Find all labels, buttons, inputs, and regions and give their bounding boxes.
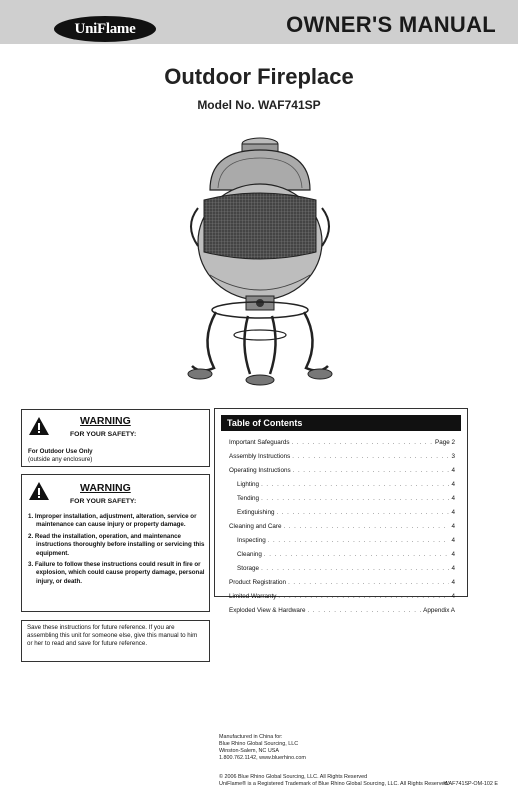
toc-entry-storage: Storage . . . 4 [229, 565, 455, 579]
document-code: WAF741SP-OM-102 E [443, 781, 498, 787]
warning-subtitle: FOR YOUR SAFETY: [70, 498, 137, 505]
mfg-line: Winston-Salem, NC USA [219, 748, 279, 754]
toc-entry-inspecting: Inspecting . . . 4 [229, 537, 455, 551]
outdoor-use-detail: (outside any enclosure) [28, 456, 93, 463]
model-number: Model No. WAF741SP [197, 98, 321, 112]
toc-entry-cleaning-and-care: Cleaning and Care . . . 4 [229, 523, 455, 537]
outdoor-use-bold: For Outdoor Use Only [28, 448, 93, 455]
toc-entry-cleaning: Cleaning . . . 4 [229, 551, 455, 565]
copyright-line: © 2006 Blue Rhino Global Sourcing, LLC. All Rights Reserved [219, 774, 368, 780]
mfg-line: Manufactured in China for: [219, 734, 283, 740]
warning-title: WARNING [80, 415, 131, 427]
warning-subtitle: FOR YOUR SAFETY: [70, 431, 137, 438]
toc-entry-limited-warranty: Limited Warranty . . . 4 [229, 593, 455, 607]
toc-entry-extinguishing: Extinguishing . . . 4 [229, 509, 455, 523]
warning-item: 1. Improper installation, adjustment, alteration, service or maintenance can cause injury or property damage. [28, 513, 197, 529]
toc-entry-exploded-view: Exploded View & Hardware . . . Appendix A [229, 607, 455, 621]
toc-entry-operating-instructions: Operating Instructions . . . 4 [229, 467, 455, 481]
toc-entry-product-registration: Product Registration . . . 4 [229, 579, 455, 593]
manufacturer-info [219, 734, 306, 762]
toc-entry-important-safeguards: Important Safeguards . . . Page 2 [229, 439, 455, 453]
mfg-line: Blue Rhino Global Sourcing, LLC [219, 741, 299, 747]
logo-text: UniFlame [74, 20, 136, 37]
warning-list [28, 513, 206, 589]
mfg-line: 1.800.762.1142, www.bluerhino.com [219, 755, 306, 761]
warning-item: 3. Failure to follow these instructions could result in fire or explosion, which could cause property damage, personal injury, or death. [28, 561, 205, 585]
save-instructions-note: Save these instructions for future reference. If you are assembling this unit for someone else, give this manual to him or her to read and save for future reference. [21, 620, 210, 662]
table-of-contents [214, 408, 468, 614]
warning-title: WARNING [80, 482, 131, 494]
outdoor-fireplace-illustration [170, 130, 350, 390]
uniflame-logo [54, 16, 156, 42]
copyright-line: UniFlame® is a Registered Trademark of Blue Rhino Global Sourcing, LLC. All Rights Reserved. [219, 781, 449, 787]
header-bar [0, 0, 518, 44]
toc-list [229, 439, 455, 621]
product-title: Outdoor Fireplace [164, 64, 354, 89]
toc-heading: Table of Contents [221, 415, 461, 431]
warning-box-outdoor [21, 409, 210, 467]
toc-entry-assembly-instructions: Assembly Instructions . . . 3 [229, 453, 455, 467]
outdoor-use-note [28, 448, 93, 464]
toc-entry-tending: Tending . . . 4 [229, 495, 455, 509]
warning-triangle-icon [28, 416, 50, 436]
toc-entry-lighting: Lighting . . . 4 [229, 481, 455, 495]
manual-title: OWNER'S MANUAL [286, 12, 496, 37]
warning-triangle-icon [28, 481, 50, 501]
warning-item: 2. Read the installation, operation, and maintenance instructions thoroughly before installing or servicing this equipment. [28, 532, 205, 557]
copyright-info [219, 774, 449, 788]
warning-box-safety [21, 474, 210, 612]
